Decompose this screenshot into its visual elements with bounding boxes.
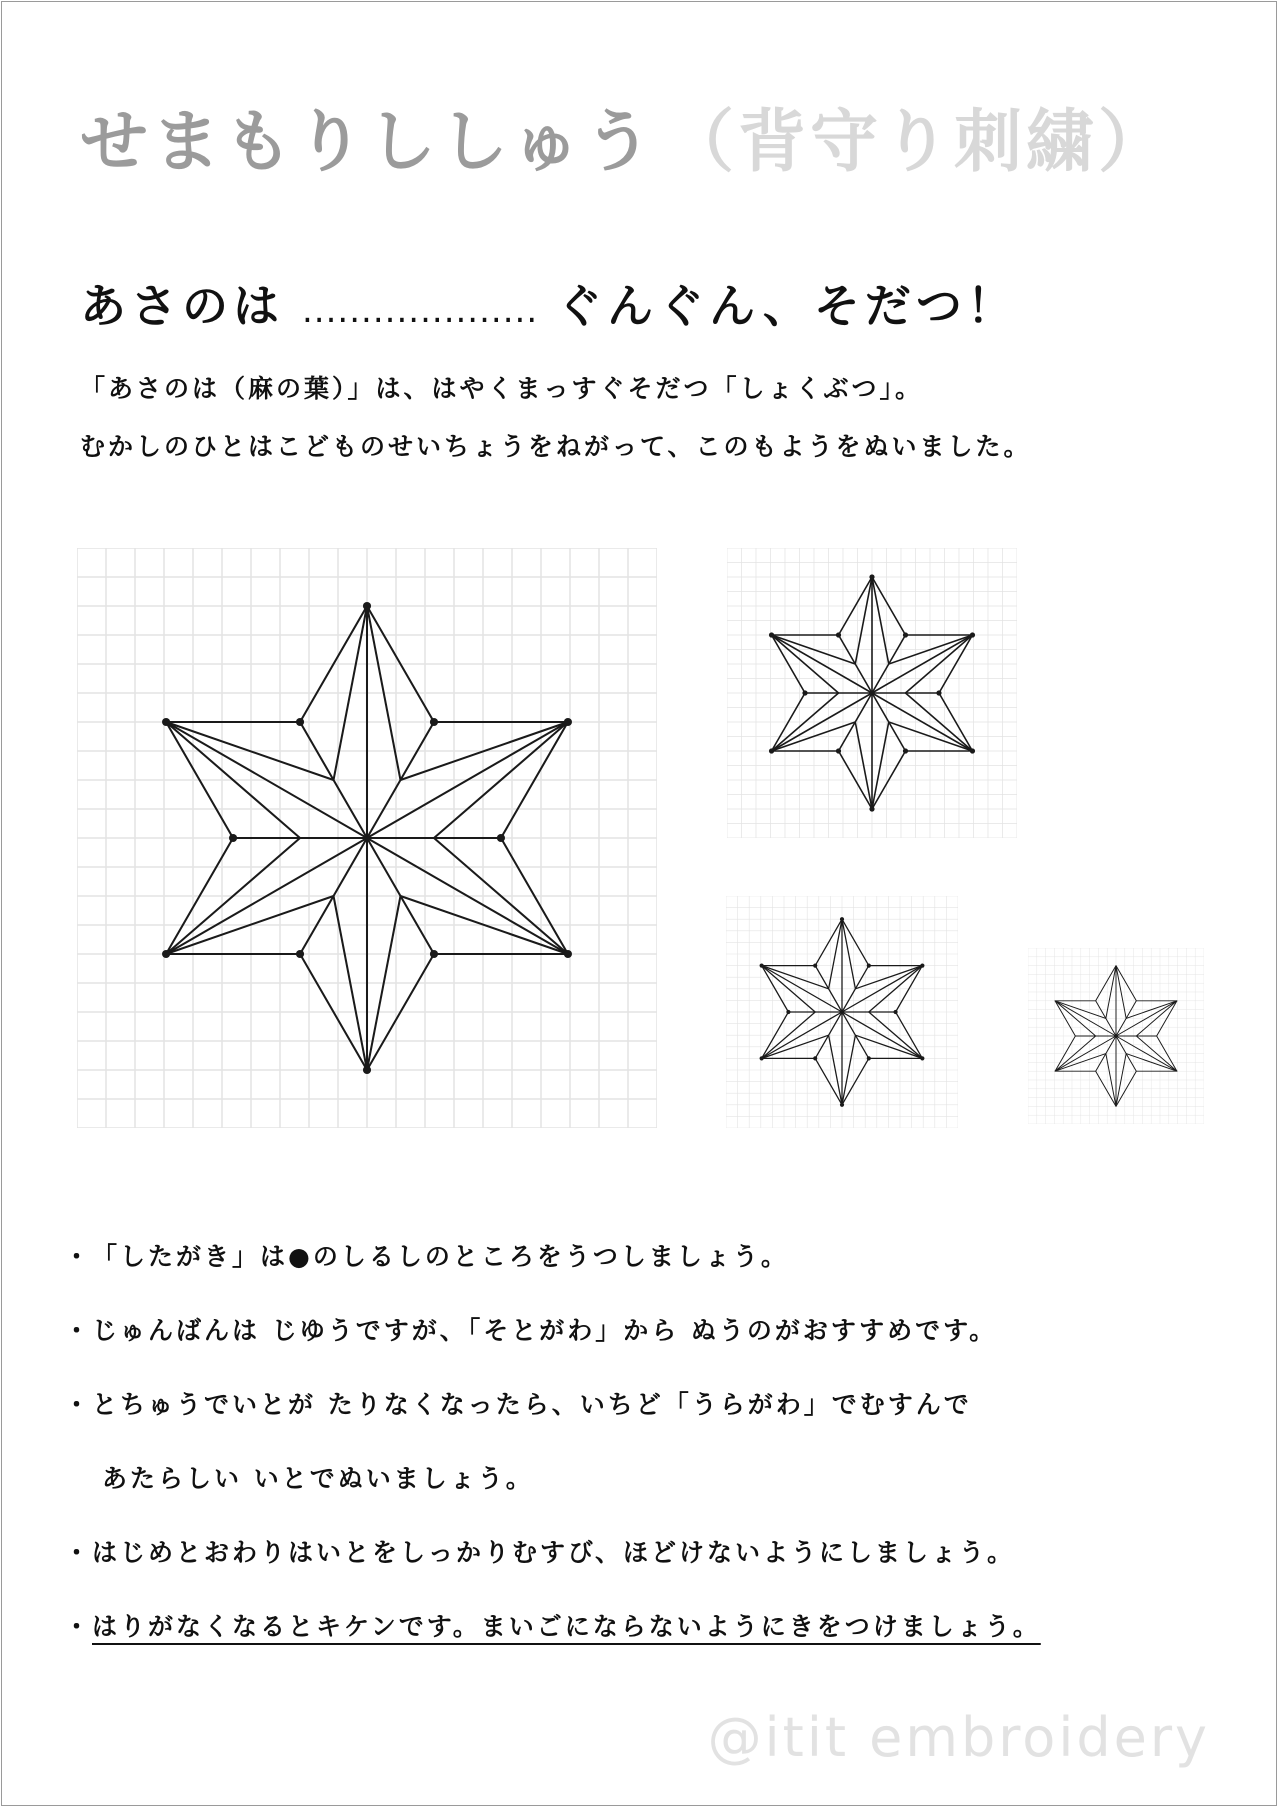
intro-text: [80, 360, 1032, 476]
instruction-text-warning: はりがなくなるとキケンです。まいごにならないようにきをつけましょう。: [92, 1612, 1041, 1641]
instruction-text: じゅんばんは じゆうですが、「そとがわ」から ぬうのがおすすめです。: [92, 1316, 998, 1345]
instruction-text: はじめとおわりはいとをしっかりむすび、ほどけないようにしましょう。: [92, 1538, 1016, 1567]
instruction-text: とちゅうでいとが たりなくなったら、いちど「うらがわ」でむすんで: [92, 1390, 972, 1419]
instruction-item-continuation: [64, 1442, 1041, 1516]
watermark: @itit embroidery: [707, 1706, 1210, 1769]
instruction-item: [64, 1220, 1041, 1294]
intro-line-1: 「あさのは（麻の葉）」は、はやくまっすぐそだつ「しょくぶつ」。: [80, 374, 924, 403]
bullet: ・: [64, 1612, 93, 1641]
bullet: ・: [64, 1390, 93, 1419]
heading-dots: ....................: [302, 291, 539, 331]
pattern-medium: [727, 548, 1017, 838]
heading-right: ぐんぐん、そだつ！: [556, 279, 1018, 333]
instruction-item: [64, 1294, 1041, 1368]
instruction-item: [64, 1590, 1041, 1664]
bullet: ・: [64, 1316, 93, 1345]
title-sub: （背守り刺繍）: [666, 103, 1171, 182]
pattern-small: [726, 896, 958, 1128]
pattern-large-svg: [77, 548, 657, 1128]
pattern-large: [77, 548, 657, 1128]
bullet: ・: [64, 1538, 93, 1567]
page-title: [80, 88, 1170, 185]
intro-line-2: むかしのひとはこどものせいちょうをねがって、このもようをぬいました。: [80, 432, 1032, 461]
pattern-smallest-svg: [1028, 948, 1204, 1124]
instruction-item: [64, 1368, 1041, 1442]
instruction-list: [64, 1220, 1041, 1664]
instruction-text: あたらしい いとでぬいましょう。: [102, 1464, 534, 1493]
bullet: ・: [64, 1242, 93, 1271]
pattern-medium-svg: [727, 548, 1017, 838]
pattern-smallest: [1028, 948, 1204, 1124]
section-heading: [80, 270, 1018, 336]
pattern-small-svg: [726, 896, 958, 1128]
instruction-item: [64, 1516, 1041, 1590]
title-main: せまもりししゅう: [80, 103, 657, 182]
instruction-text: 「したがき」は●のしるしのところをうつしましょう。: [92, 1242, 789, 1271]
heading-left: あさのは: [80, 279, 284, 333]
